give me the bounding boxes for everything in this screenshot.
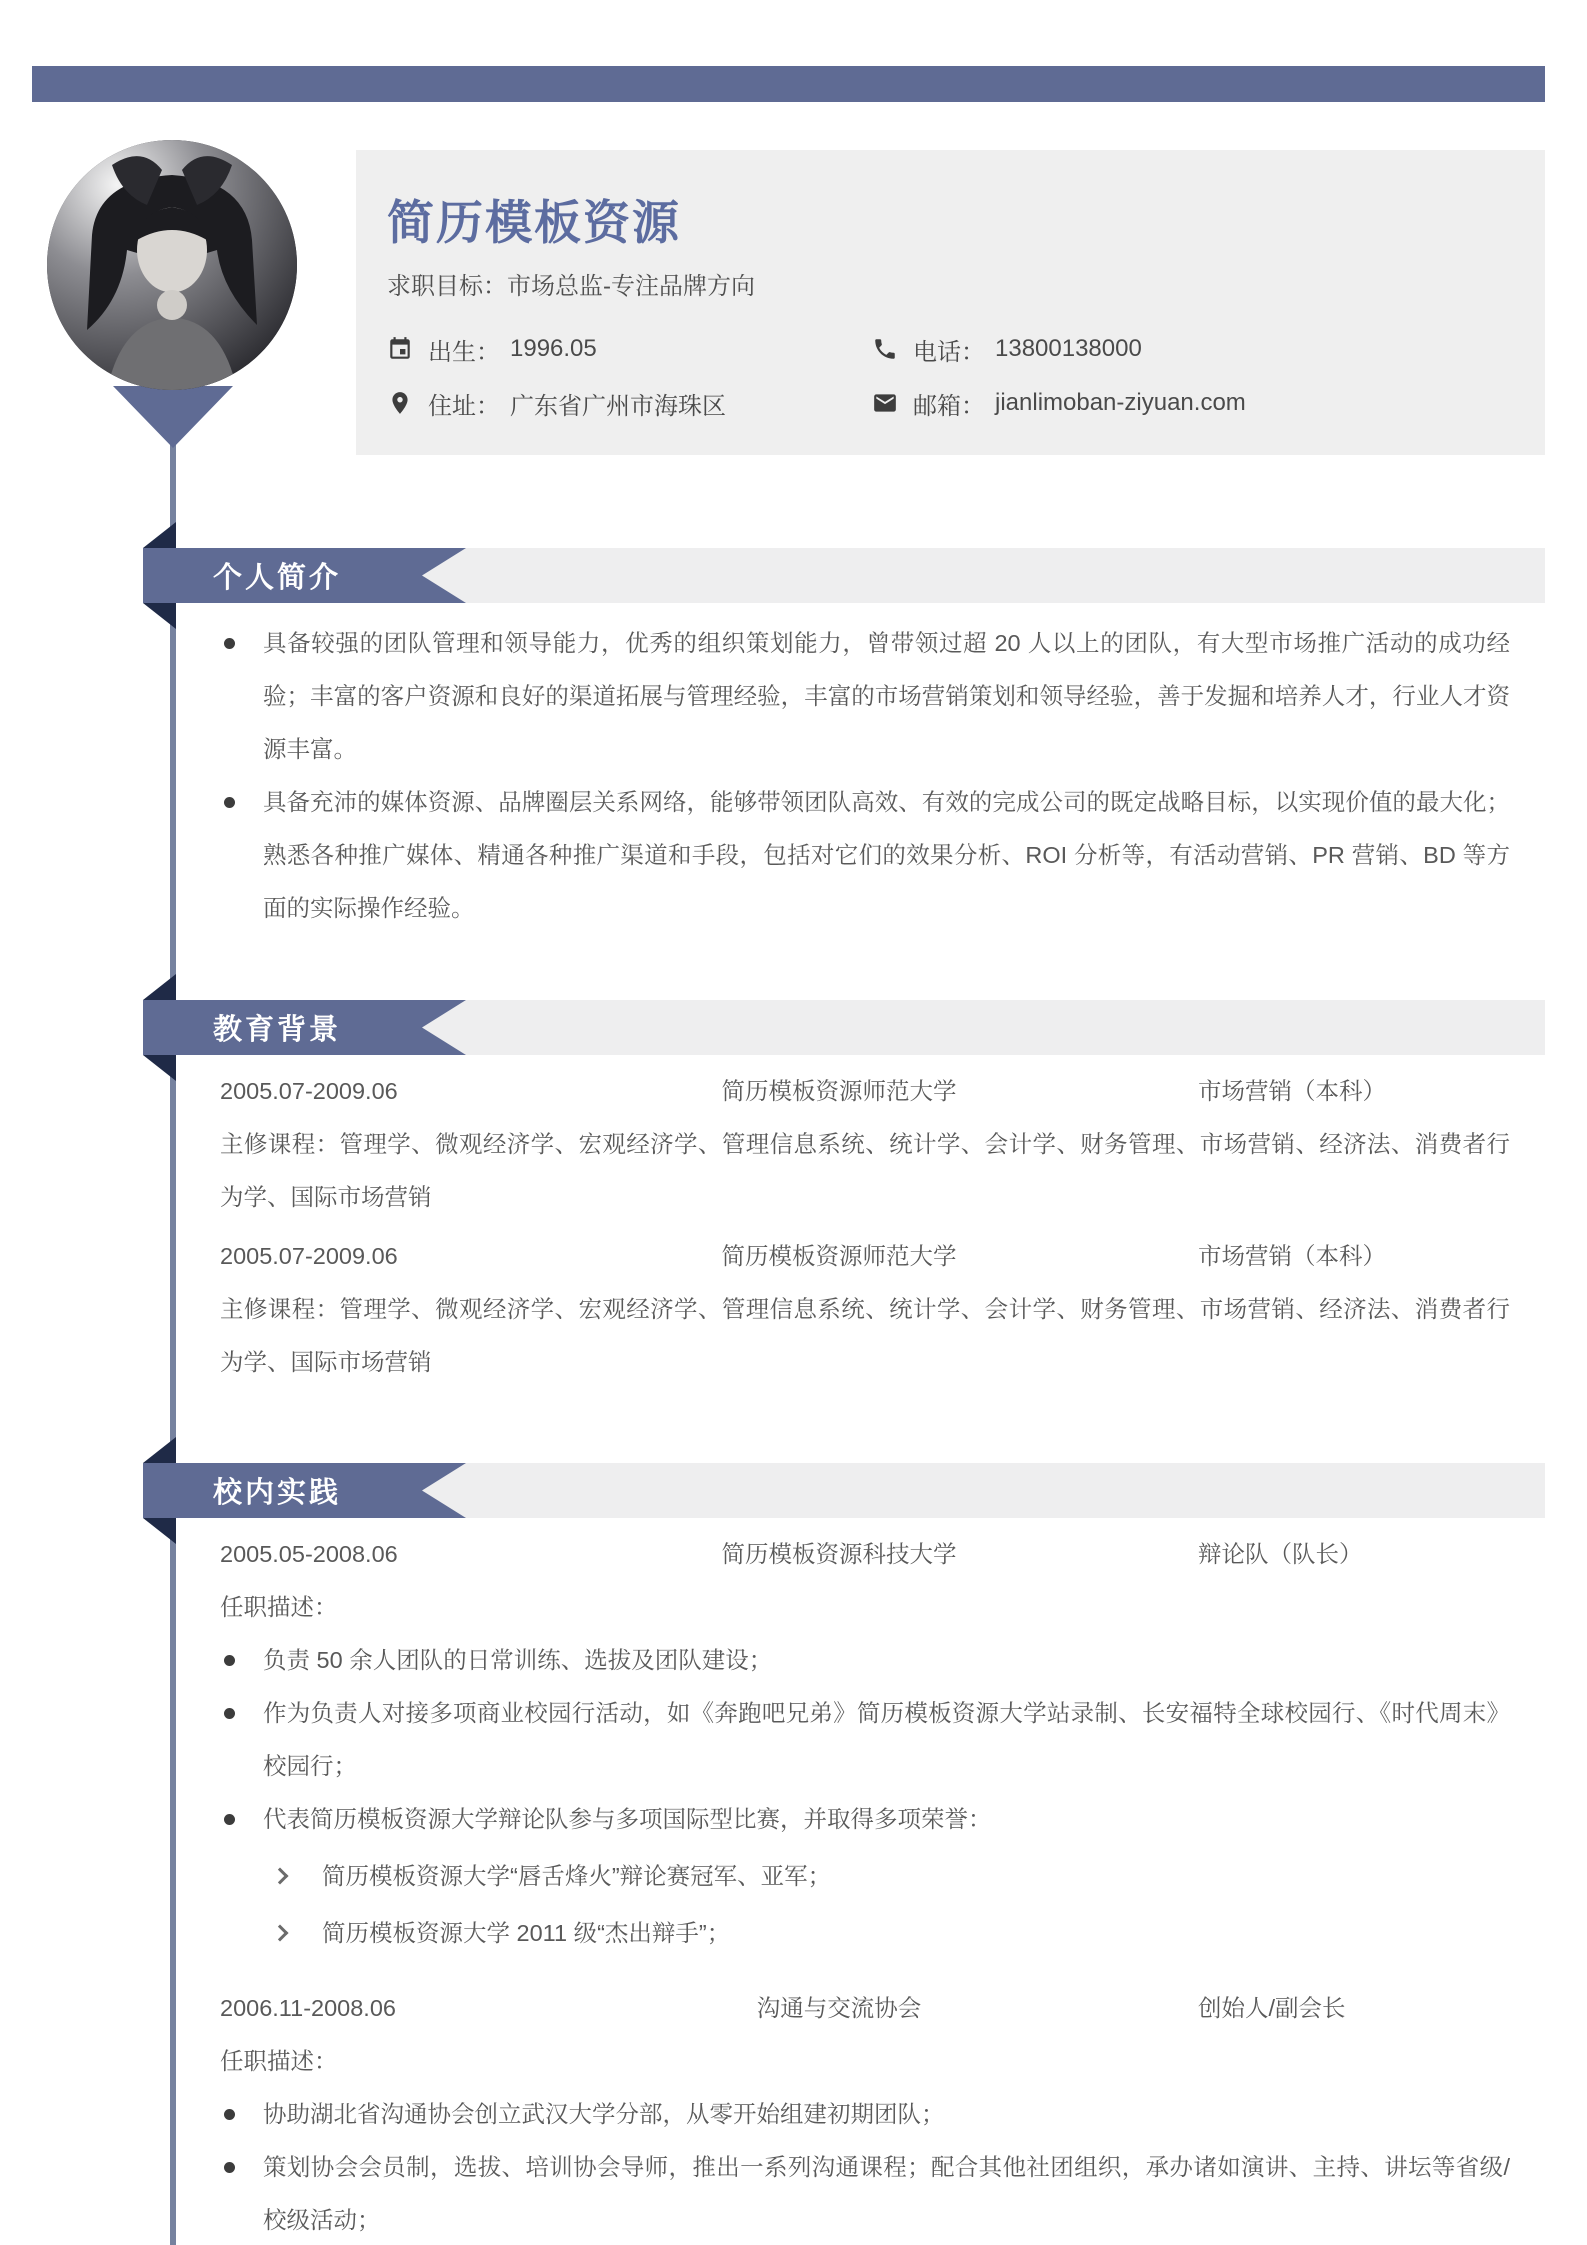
ribbon-fold-bottom-icon [143, 1055, 176, 1081]
profile-bullet: 具备较强的团队管理和领导能力，优秀的组织策划能力，曾带领过超 20 人以上的团队，有大型市场推广活动的成功经验；丰富的客户资源和良好的渠道拓展与管理经验，丰富的市场营销策划和领导经验，善于发掘和培养人才，行业人才资源丰富。 [220, 617, 1510, 776]
education-entry [220, 1230, 1510, 1389]
duty-label: 任职描述： [220, 2048, 338, 2074]
ribbon-fold-bottom-icon [143, 603, 176, 629]
section-ribbon [143, 1000, 1545, 1055]
campus-entry-row [220, 1982, 1510, 2035]
campus-bullet-list [220, 2088, 1510, 2245]
entry-major: 市场营销（本科） [1198, 1078, 1386, 1104]
section-title: 校内实践 [213, 1477, 342, 1509]
entry-courses: 主修课程：管理学、微观经济学、宏观经济学、管理信息系统、统计学、会计学、财务管理、市场营销、经济法、消费者行为学、国际市场营销 [220, 1131, 1510, 1210]
ribbon-fold-bottom-icon [143, 1518, 176, 1544]
duty-label: 任职描述： [220, 1594, 338, 1620]
ribbon-arrow-strip [422, 548, 1545, 603]
phone-icon [872, 336, 898, 362]
section-profile [0, 548, 1587, 935]
education-entry [220, 1065, 1510, 1224]
contact-label: 出生： [428, 338, 500, 366]
section-title: 个人简介 [213, 562, 342, 594]
education-entry-row [220, 1065, 1510, 1118]
campus-subbullet: 简历模板资源大学“唇舌烽火”辩论赛冠军、亚军； [220, 1850, 1510, 1903]
profile-bullet-list [220, 617, 1510, 935]
photo-balloon-tail [113, 386, 233, 448]
ribbon-arrow-strip [422, 1000, 1545, 1055]
contact-address [387, 381, 872, 425]
contact-email [872, 381, 1507, 425]
campus-entry [220, 1982, 1510, 2245]
entry-org: 沟通与交流协会 [756, 1995, 922, 2021]
section-title: 教育背景 [213, 1014, 342, 1046]
campus-bullet: 策划协会会员制，选拔、培训协会导师，推出一系列沟通课程；配合其他社团组织，承办诸如演讲、主持、讲坛等省级/校级活动； [220, 2141, 1510, 2245]
entry-major: 市场营销（本科） [1198, 1243, 1386, 1269]
contact-grid [387, 327, 1507, 425]
top-accent-bar [32, 66, 1545, 102]
contact-birth [387, 327, 872, 371]
entry-date: 2006.11-2008.06 [220, 1995, 396, 2021]
ribbon-fold-top-icon [143, 522, 176, 548]
campus-bullet: 代表简历模板资源大学辩论队参与多项国际型比赛，并取得多项荣誉： [220, 1793, 1510, 1846]
portrait-placeholder [47, 140, 297, 390]
contact-label: 住址： [428, 392, 500, 420]
contact-value: jianlimoban-ziyuan.com [995, 389, 1246, 416]
contact-label: 电话： [913, 338, 985, 366]
education-entry-row [220, 1230, 1510, 1283]
profile-body [220, 617, 1510, 935]
calendar-icon [387, 336, 413, 362]
education-body [220, 1065, 1510, 1389]
job-objective: 求职目标：市场总监-专注品牌方向 [387, 273, 755, 300]
entry-date: 2005.07-2009.06 [220, 1078, 398, 1104]
campus-body [220, 1528, 1510, 2245]
contact-phone [872, 327, 1507, 371]
entry-role: 创始人/副会长 [1198, 1995, 1346, 2021]
campus-entry-row [220, 1528, 1510, 1581]
contact-value: 广东省广州市海珠区 [510, 392, 726, 420]
campus-entry [220, 1528, 1510, 1960]
profile-bullet: 具备充沛的媒体资源、品牌圈层关系网络，能够带领团队高效、有效的完成公司的既定战略目标，以实现价值的最大化；熟悉各种推广媒体、精通各种推广渠道和手段，包括对它们的效果分析、ROI 分析等，有活动营销、PR 营销、BD 等方面的实际操作经验。 [220, 776, 1510, 935]
contact-value: 1996.05 [510, 335, 597, 362]
section-ribbon [143, 548, 1545, 603]
contact-label: 邮箱： [913, 392, 985, 420]
ribbon-fold-top-icon [143, 1437, 176, 1463]
contact-value: 13800138000 [995, 335, 1142, 362]
location-icon [387, 390, 413, 416]
campus-bullet: 负责 50 余人团队的日常训练、选拔及团队建设； [220, 1634, 1510, 1687]
profile-photo [47, 140, 297, 390]
mail-icon [872, 390, 898, 416]
entry-school: 简历模板资源师范大学 [721, 1078, 957, 1104]
campus-bullet: 协助湖北省沟通协会创立武汉大学分部，从零开始组建初期团队； [220, 2088, 1510, 2141]
entry-org: 简历模板资源科技大学 [721, 1541, 957, 1567]
ribbon-fold-top-icon [143, 974, 176, 1000]
section-campus [0, 1463, 1587, 2245]
campus-subbullet-list [220, 1850, 1510, 1960]
campus-subbullet: 简历模板资源大学 2011 级“杰出辩手”； [220, 1907, 1510, 1960]
entry-date: 2005.07-2009.06 [220, 1243, 398, 1269]
candidate-name: 简历模板资源 [387, 196, 681, 249]
section-education [0, 1000, 1587, 1395]
campus-bullet: 作为负责人对接多项商业校园行活动，如《奔跑吧兄弟》简历模板资源大学站录制、长安福特全球校园行、《时代周末》校园行； [220, 1687, 1510, 1793]
campus-bullet-list [220, 1634, 1510, 1846]
entry-courses: 主修课程：管理学、微观经济学、宏观经济学、管理信息系统、统计学、会计学、财务管理、市场营销、经济法、消费者行为学、国际市场营销 [220, 1296, 1510, 1375]
entry-date: 2005.05-2008.06 [220, 1541, 398, 1567]
section-ribbon [143, 1463, 1545, 1518]
ribbon-arrow-strip [422, 1463, 1545, 1518]
entry-school: 简历模板资源师范大学 [721, 1243, 957, 1269]
entry-role: 辩论队（队长） [1198, 1541, 1363, 1567]
